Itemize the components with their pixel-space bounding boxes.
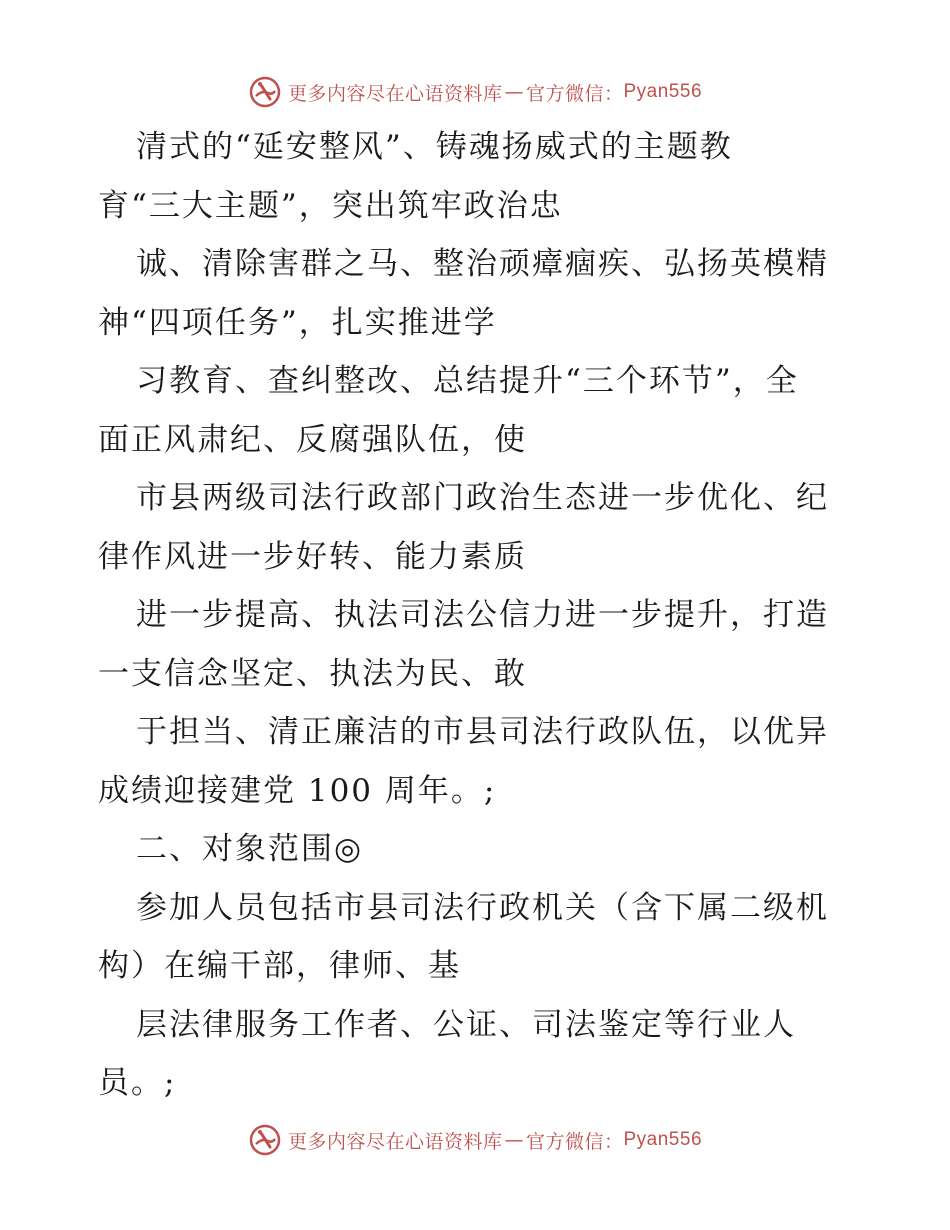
section-heading: 二、对象范围◎ <box>136 831 364 867</box>
body-line: 员。; <box>98 1065 177 1101</box>
watermark-official-label: 官方微信： <box>525 1130 624 1153</box>
watermark-main-text: 更多内容尽在心语资料库 <box>287 82 503 105</box>
body-line: 成绩迎接建党 100 周年。; <box>98 772 497 809</box>
watermark-account: Pyan556 <box>623 81 703 102</box>
watermark-main-text: 更多内容尽在心语资料库 <box>287 1130 503 1153</box>
body-line: 构）在编干部，律师、基 <box>98 948 461 984</box>
body-line: 诚、清除害群之马、整治顽瘴痼疾、弘扬英模精 <box>136 246 829 282</box>
book-pen-logo-icon <box>248 1123 282 1157</box>
body-line: 育“三大主题”，突出筑牢政治忠 <box>98 187 563 224</box>
body-line: 于担当、清正廉洁的市县司法行政队伍，以优异 <box>136 714 829 750</box>
watermark-official-label: 官方微信： <box>525 82 624 105</box>
body-line: 神“四项任务”，扎实推进学 <box>98 304 497 341</box>
body-line: 面正风肃纪、反腐强队伍，使 <box>98 421 527 458</box>
watermark-account: Pyan556 <box>623 1129 703 1150</box>
watermark-separator: — <box>504 1129 524 1151</box>
document-body <box>98 118 858 1113</box>
body-line: 一支信念坚定、执法为民、敢 <box>98 655 527 692</box>
footer-watermark <box>0 1120 950 1160</box>
body-line: 进一步提高、执法司法公信力进一步提升，打造 <box>136 597 829 633</box>
body-line: 市县两级司法行政部门政治生态进一步优化、纪 <box>136 480 829 516</box>
body-line: 习教育、查纠整改、总结提升“三个环节”，全 <box>136 363 799 399</box>
body-line: 层法律服务工作者、公证、司法鉴定等行业人 <box>136 1006 796 1043</box>
body-line: 参加人员包括市县司法行政机关（含下属二级机 <box>136 889 829 926</box>
header-watermark <box>0 72 950 112</box>
watermark-separator: — <box>504 81 524 103</box>
body-line: 清式的“延安整风”、铸魂扬威式的主题教 <box>136 129 733 165</box>
book-pen-logo-icon <box>248 75 282 109</box>
body-line: 律作风进一步好转、能力素质 <box>98 538 527 575</box>
